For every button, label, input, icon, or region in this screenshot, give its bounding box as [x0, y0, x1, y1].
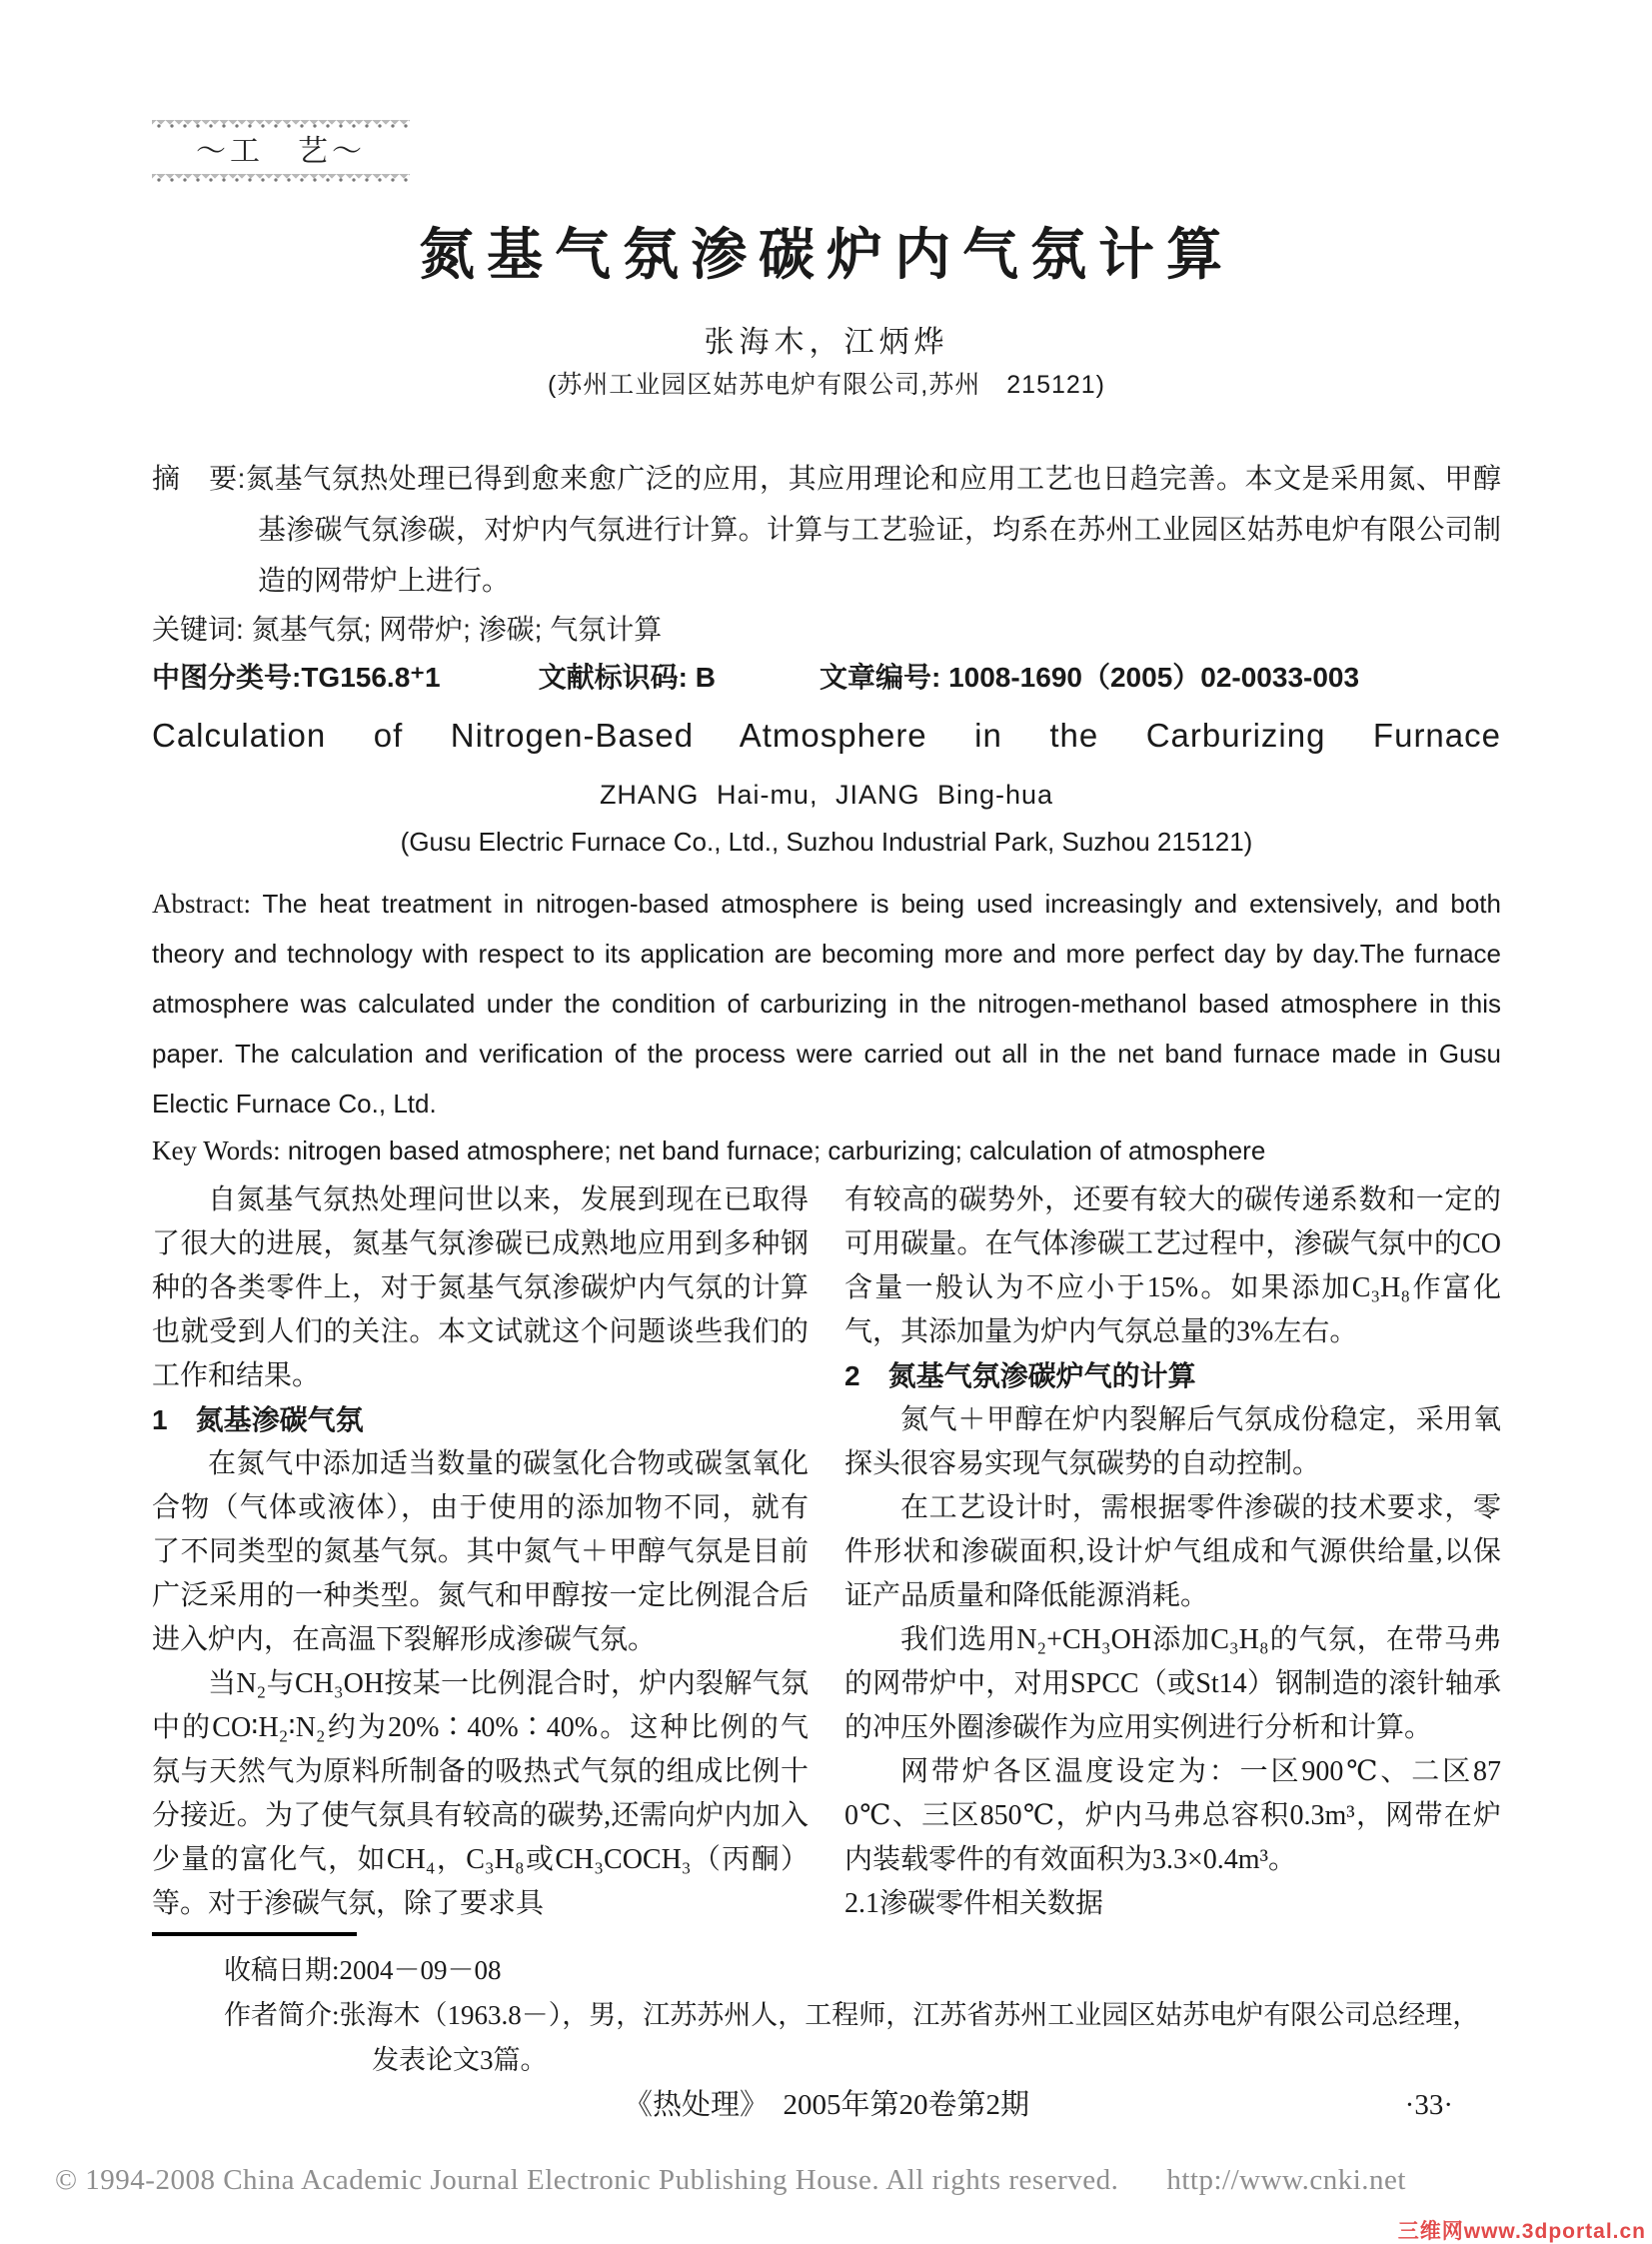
- journal-footer: [152, 2087, 1501, 2123]
- footnote-rule: [152, 1932, 357, 1936]
- keywords-en-text: nitrogen based atmosphere; net band furnace; carburizing; calculation of atmosphere: [287, 1134, 1266, 1165]
- paragraph: 在工艺设计时，需根据零件渗碳的技术要求，零件形状和渗碳面积,设计炉气组成和气源供给量,以保证产品质量和降低能源消耗。: [844, 1491, 1501, 1611]
- affiliation-cn: (苏州工业园区姑苏电炉有限公司,苏州 215121): [547, 370, 1106, 399]
- wavy-rule-bottom: [152, 174, 410, 183]
- wavy-rule-top: [152, 120, 410, 129]
- paragraph: 我们选用N₂+CH₃OH添加C₃H₈的气氛，在带马弗的网带炉中，对用SPCC（或St14）钢制造的滚针轴承的冲压外圈渗碳作为应用实例进行分析和计算。: [844, 1623, 1501, 1743]
- footnote-block: [152, 1932, 1501, 2083]
- document-code: 文献标识码: B: [538, 661, 716, 693]
- paragraph: 有较高的碳势外，还要有较大的碳传递系数和一定的可用碳量。在气体渗碳工艺过程中，渗碳气氛中的CO含量一般认为不应小于15%。如果添加C₃H₈作富化气，其添加量为炉内气氛总量的3%左右。: [844, 1183, 1501, 1347]
- meta-line: [152, 658, 1501, 698]
- keywords-cn-text: 氮基气氛; 网带炉; 渗碳; 气氛计算: [251, 613, 663, 645]
- body-column-right: [844, 1178, 1501, 1926]
- keywords-en-label: Key Words:: [152, 1134, 281, 1165]
- abstract-cn-label: 摘 要:: [152, 462, 246, 494]
- abstract-en-text: The heat treatment in nitrogen-based atmosphere is being used increasingly and extensively, and both theory and technology with respect to its application are becoming more and more perfect day by day.The furnace atmosphere was calculated under the condition of carburizing in the nitrogen-methanol based atmosphere in this paper. The calculation and verification of the process were carried out all in the net band furnace made in Gusu Electic Furnace Co., Ltd.: [152, 888, 1501, 1119]
- abstract-en-label: Abstract:: [152, 888, 251, 919]
- authors-cn: 张海木，江炳烨: [704, 325, 949, 359]
- copyright-text: © 1994-2008 China Academic Journal Electronic Publishing House. All rights reserved.: [55, 2164, 1119, 2196]
- paragraph: 当N₂与CH₃OH按某一比例混合时，炉内裂解气氛中的CO∶H₂∶N₂约为20%∶40%∶40%。这种比例的气氛与天然气为原料所制备的吸热式气氛的组成比例十分接近。为了使气氛具有较高的碳势,还需向炉内加入少量的富化气，如CH₄，C₃H₈或CH₃COCH₃（丙酮）等。对于渗碳气氛，除了要求具: [152, 1667, 809, 1919]
- article-title-en: Calculation of Nitrogen-Based Atmosphere in the Carburizing Furnace: [152, 716, 1501, 754]
- paragraph: 在氮气中添加适当数量的碳氢化合物或碳氢氧化合物（气体或液体），由于使用的添加物不同，就有了不同类型的氮基气氛。其中氮气＋甲醇气氛是目前广泛采用的一种类型。氮气和甲醇按一定比例混合后进入炉内，在高温下裂解形成渗碳气氛。: [152, 1447, 809, 1655]
- article-title-cn: 氮基气氛渗碳炉内气氛计算: [419, 223, 1234, 286]
- category-badge-label: ～工 艺～: [196, 135, 366, 168]
- category-badge: [152, 120, 410, 183]
- clc-number: 中图分类号:TG156.8⁺1: [152, 661, 441, 693]
- paragraph: 氮气＋甲醇在炉内裂解后气氛成份稳定，采用氧探头很容易实现气氛碳势的自动控制。: [844, 1403, 1501, 1479]
- abstract-cn: [152, 453, 1501, 606]
- authors-en: ZHANG Hai-mu, JIANG Bing-hua: [599, 779, 1054, 810]
- author-bio-label: 作者简介:: [224, 1999, 340, 2030]
- keywords-en: [152, 1128, 1501, 1172]
- watermark-3dportal: 三维网www.3dportal.cn: [1397, 2220, 1646, 2243]
- copyright-line: [55, 2164, 1406, 2197]
- author-bio-text: 作者简介:张海木（1963.8－），男，江苏苏州人，工程师，江苏省苏州工业园区姑苏电炉有限公司总经理，发表论文3篇。: [224, 1999, 1480, 2075]
- keywords-cn: [152, 610, 1501, 650]
- cnki-url: http://www.cnki.net: [1166, 2164, 1406, 2196]
- abstract-en: [152, 879, 1501, 1128]
- section-heading-1: 1 氮基渗碳气氛: [152, 1403, 364, 1435]
- keywords-cn-label: 关键词:: [152, 613, 244, 645]
- journal-issue: 《热处理》 2005年第20卷第2期: [623, 2089, 1029, 2121]
- received-date: 收稿日期:2004－09－08: [224, 1954, 502, 1985]
- body-column-left: [152, 1178, 809, 1926]
- author-bio: [152, 1993, 1501, 2083]
- paragraph: 网带炉各区温度设定为：一区900℃、二区870℃、三区850℃，炉内马弗总容积0.3m³，网带在炉内装载零件的有效面积为3.3×0.4m³。: [844, 1755, 1501, 1875]
- abstract-cn-text: 氮基气氛热处理已得到愈来愈广泛的应用，其应用理论和应用工艺也日趋完善。本文是采用氮、甲醇基渗碳气氛渗碳，对炉内气氛进行计算。计算与工艺验证，均系在苏州工业园区姑苏电炉有限公司制造的网带炉上进行。: [245, 462, 1501, 596]
- section-heading-2: 2 氮基气氛渗碳炉气的计算: [844, 1359, 1196, 1391]
- subsection-heading-2-1: 2.1渗碳零件相关数据: [844, 1887, 1104, 1919]
- article-id: 文章编号: 1008-1690（2005）02-0033-003: [819, 661, 1360, 693]
- affiliation-en: (Gusu Electric Furnace Co., Ltd., Suzhou Industrial Park, Suzhou 215121): [400, 826, 1253, 857]
- page-content: [152, 0, 1501, 2083]
- paragraph: 自氮基气氛热处理问世以来，发展到现在已取得了很大的进展，氮基气氛渗碳已成熟地应用到多种钢种的各类零件上，对于氮基气氛渗碳炉内气氛的计算也就受到人们的关注。本文试就这个问题谈些我们的工作和结果。: [152, 1183, 809, 1391]
- page-number: ·33·: [1404, 2089, 1453, 2121]
- body-columns: [152, 1178, 1501, 1926]
